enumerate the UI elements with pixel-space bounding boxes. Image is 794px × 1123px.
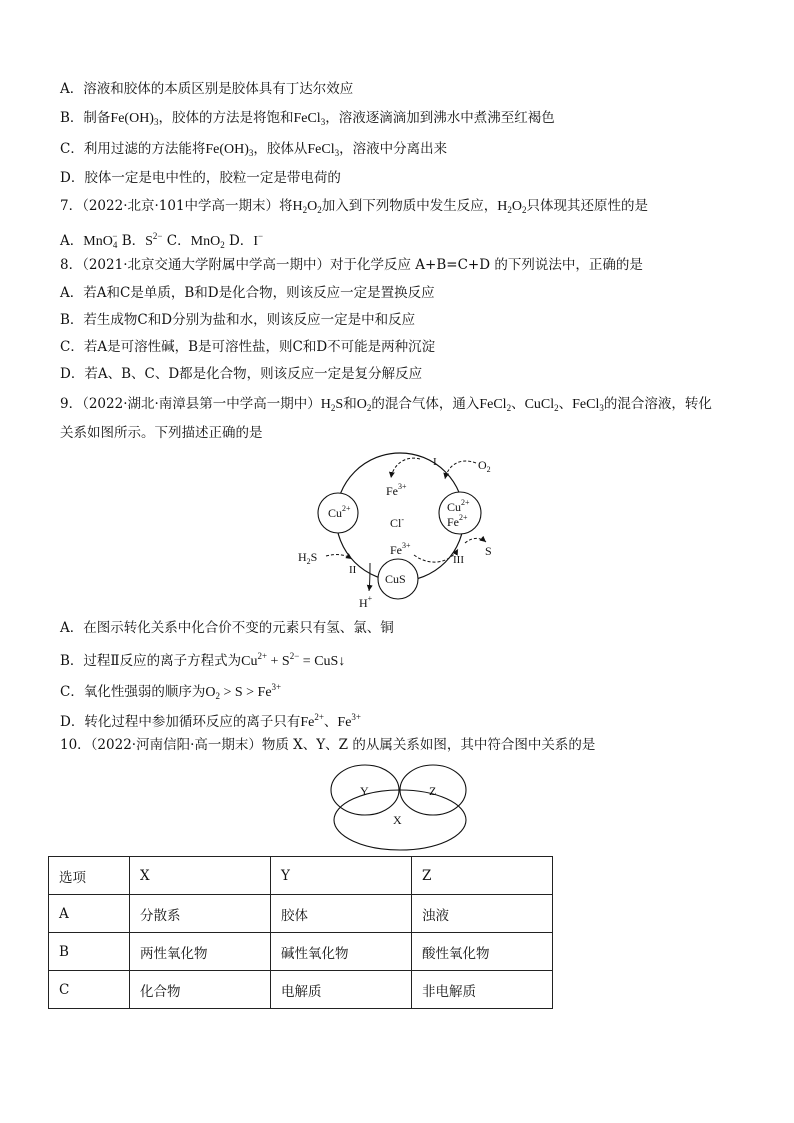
table-cell: 分散系 [130,895,271,933]
table-cell: 碱性氧化物 [271,933,412,971]
formula-text: CuCl [524,397,555,412]
formula-text: FeCl [572,397,600,412]
q9-d-text: D．转化过程中参加循环反应的离子只有 [60,714,301,730]
formula-subscript: 3 [599,403,604,413]
table-cell: 电解质 [271,971,412,1009]
separator: 、 [323,714,338,730]
option-label: A． [60,233,84,249]
q6-option-d [60,168,341,188]
formula-subscript: 3 [320,117,326,127]
q7-stem [60,196,648,220]
formula-subscript: 2 [366,403,372,413]
formula-subscript: 2 [220,240,225,250]
formula-subscript: 2 [554,403,559,413]
proton-label: H+ [359,594,373,610]
formula-superscript: 2+ [314,712,324,722]
proton-arrow [369,563,370,591]
chloride-label: Cl- [390,515,405,530]
q6-option-b [60,108,555,132]
q6-c-text-3: ，溶液中分离出来 [339,141,448,157]
o2-formula [357,397,372,412]
cucl2-formula [525,397,559,412]
option-label: D． [228,233,254,249]
fe3-formula [337,712,361,730]
formula-subscript: 2 [506,403,512,413]
set-y-label: Y [360,784,369,798]
q8-option-d [60,364,422,384]
fecl3-formula [307,142,339,157]
o2-label: $O_2$ [478,458,491,474]
formula-text: > S > Fe [219,685,272,700]
formula-superscript: 3+ [271,682,282,692]
sulfur-label: S [485,544,492,558]
ionic-equation [241,651,346,669]
formula-superscript: 3+ [351,712,361,722]
q9-stem-text-4: 关系如图所示。下列描述正确的是 [60,425,263,441]
mno2-formula [191,234,225,249]
fecl3-formula [293,111,325,126]
h2s-formula [321,397,343,412]
table-header-cell: Y [271,857,412,895]
table-cell: 胶体 [271,895,412,933]
table-row [49,971,553,1009]
q10-venn-diagram [325,760,475,855]
table-cell: 化合物 [130,971,271,1009]
table-header-cell: Z [412,857,553,895]
cu2-label: $Cu^{2+}$ [328,504,351,520]
q6-option-a [60,79,353,99]
formula-text: Fe [337,715,352,730]
q8-option-c-text: C．若A是可溶性碱，B是可溶性盐，则C和D不可能是两种沉淀 [60,339,436,355]
table-cell: C [49,971,130,1009]
h2o2-formula [497,199,526,214]
formula-subscript: 3 [248,148,254,158]
fecl2-formula [479,397,511,412]
q8-option-c [60,337,435,357]
step-1-label: I [433,456,437,468]
formula-subscript: 2 [317,205,322,215]
q7-option-d [229,233,263,249]
q8-option-b-text: B．若生成物C和D分别为盐和水，则该反应一定是中和反应 [60,312,416,328]
q9-stem-text-2: 的混合气体，通入 [371,396,480,412]
table-header-row [49,857,553,895]
q7-option-a [60,233,117,249]
formula-superscript: − [112,231,118,241]
formula-text: O [356,397,367,412]
table-cell: 非电解质 [412,971,553,1009]
separator: 、 [558,396,573,412]
q10-stem [60,735,595,755]
s2-formula [145,231,163,249]
q9-option-b [60,646,345,672]
table-header-cell: X [130,857,271,895]
q7-option-b [122,233,163,249]
fe3-top-label: $Fe^{3+}$ [386,482,407,498]
oxidizing-order [205,682,282,701]
formula-text: Cu [241,654,258,669]
q6-b-text-2: ，胶体的方法是将饱和 [158,110,294,126]
q6-b-text-3: ，溶液逐滴滴加到沸水中煮沸至红褐色 [325,110,555,126]
table-cell: 酸性氧化物 [412,933,553,971]
q8-option-a-text: A．若A和C是单质，B和D是化合物，则该反应一定是置换反应 [60,285,435,301]
mno4-formula [83,231,118,250]
q9-stem-text-1: 9．（2022·湖北·南漳县第一中学高一期中） [60,396,321,412]
q7-option-c [167,233,225,249]
q8-option-d-text: D．若A、B、C、D都是化合物，则该反应一定是复分解反应 [60,366,423,382]
table-cell: A [49,895,130,933]
q10-options-table [48,856,553,1009]
formula-text: MnO [190,234,221,249]
q7-stem-text-3: 只体现其还原性的是 [526,198,649,214]
formula-subscript: 2 [302,205,308,215]
q7-stem-text-2: 加入到下列物质中发生反应， [321,198,498,214]
formula-subscript: 2 [522,205,527,215]
q9-stem-and: 和 [343,396,357,412]
formula-text: O [307,199,318,214]
q7-options [60,226,263,255]
q9-option-c [60,677,281,706]
option-label: B． [121,233,146,249]
fe2-formula [300,712,324,730]
formula-text: = CuS↓ [299,654,346,669]
q8-stem [60,255,643,275]
formula-subscript: 2 [215,691,220,701]
separator: 、 [511,396,525,412]
formula-superscript: − [257,231,264,241]
formula-text: + S [267,654,290,669]
step-2-label: II [349,564,357,576]
formula-subscript: 2 [330,403,336,413]
table-row [49,933,553,971]
q8-stem-text: 8．（2021·北京交通大学附属中学高一期中）对于化学反应 A+B=C+D 的下列说法中，正确的是 [60,257,643,273]
fecl3-formula [572,397,604,412]
q9-option-a-text: A．在图示转化关系中化合价不变的元素只有氢、氯、铜 [60,620,394,636]
step-3-label: III [453,554,464,566]
q6-c-text-2: ，胶体从 [253,141,308,157]
formula-text: FeCl [479,397,507,412]
table-header-cell: 选项 [49,857,130,895]
formula-text: FeCl [307,142,335,157]
iodide-formula [253,231,264,249]
formula-text: FeCl [293,111,321,126]
formula-text: H [292,199,303,214]
formula-text: Fe(OH) [110,111,154,126]
q6-option-a-text: A．溶液和胶体的本质区别是胶体具有丁达尔效应 [60,81,354,97]
q9-option-d [60,707,361,733]
q9-stem-text-3: 的混合溶液，转化 [603,396,712,412]
q6-option-d-text: D．胶体一定是电中性的，胶粒一定是带电荷的 [60,170,341,186]
fe3-top-arrow [391,458,420,478]
formula-text: O [205,685,216,700]
formula-subscript: 3 [334,148,340,158]
cu2-label-right: $Cu^{2+}$ [447,498,470,514]
q9-option-a [60,618,394,638]
formula-text: H [497,199,508,214]
h2s-label: $H_2S$ [298,550,318,566]
fe-oh3-formula [110,111,158,126]
q6-option-c [60,139,447,163]
h2o2-formula [293,199,322,214]
table-cell: B [49,933,130,971]
table-row [49,895,553,933]
fe2-label: $Fe^{2+}$ [447,513,468,529]
q9-b-text: B．过程Ⅱ反应的离子方程式为 [60,653,242,669]
q10-stem-text: 10．（2022·河南信阳·高一期末）物质 X、Y、Z 的从属关系如图，其中符合图中关系的是 [60,737,596,753]
table-cell: 浊液 [412,895,553,933]
formula-text: Fe [300,715,315,730]
formula-text: H [320,397,331,412]
fe3-mid-label: $Fe^{3+}$ [390,541,411,557]
formula-text: S [145,234,153,249]
q9-stem-line-2 [60,423,263,443]
formula-subscript: 2 [507,205,512,215]
formula-text: S [335,397,344,412]
formula-text: O [511,199,523,214]
q6-b-text-1: B．制备 [60,110,111,126]
q9-cycle-diagram [290,445,520,615]
formula-subscript: 3 [153,117,159,127]
formula-superscript: 2− [152,231,163,241]
sulfur-arrow [465,538,486,543]
formula-subscript: 4 [112,240,118,250]
formula-superscript: 2− [289,651,300,661]
table-cell: 两性氧化物 [130,933,271,971]
cus-label: CuS [385,572,406,586]
formula-text: MnO [83,234,113,249]
q9-stem-line-1 [60,394,712,418]
set-x-label: X [393,813,402,827]
formula-text: I [253,234,258,249]
q6-c-text-1: C．利用过滤的方法能将 [60,141,206,157]
fe-oh3-formula [205,142,253,157]
q8-option-b [60,310,415,330]
q9-c-text: C．氧化性强弱的顺序为 [60,684,206,700]
set-z-label: Z [429,784,437,798]
formula-superscript: 2+ [257,651,268,661]
q7-stem-text-1: 7．（2022·北京·101中学高一期末）将 [60,198,293,214]
option-label: C． [166,233,191,249]
q8-option-a [60,283,435,303]
formula-text: Fe(OH) [205,142,249,157]
